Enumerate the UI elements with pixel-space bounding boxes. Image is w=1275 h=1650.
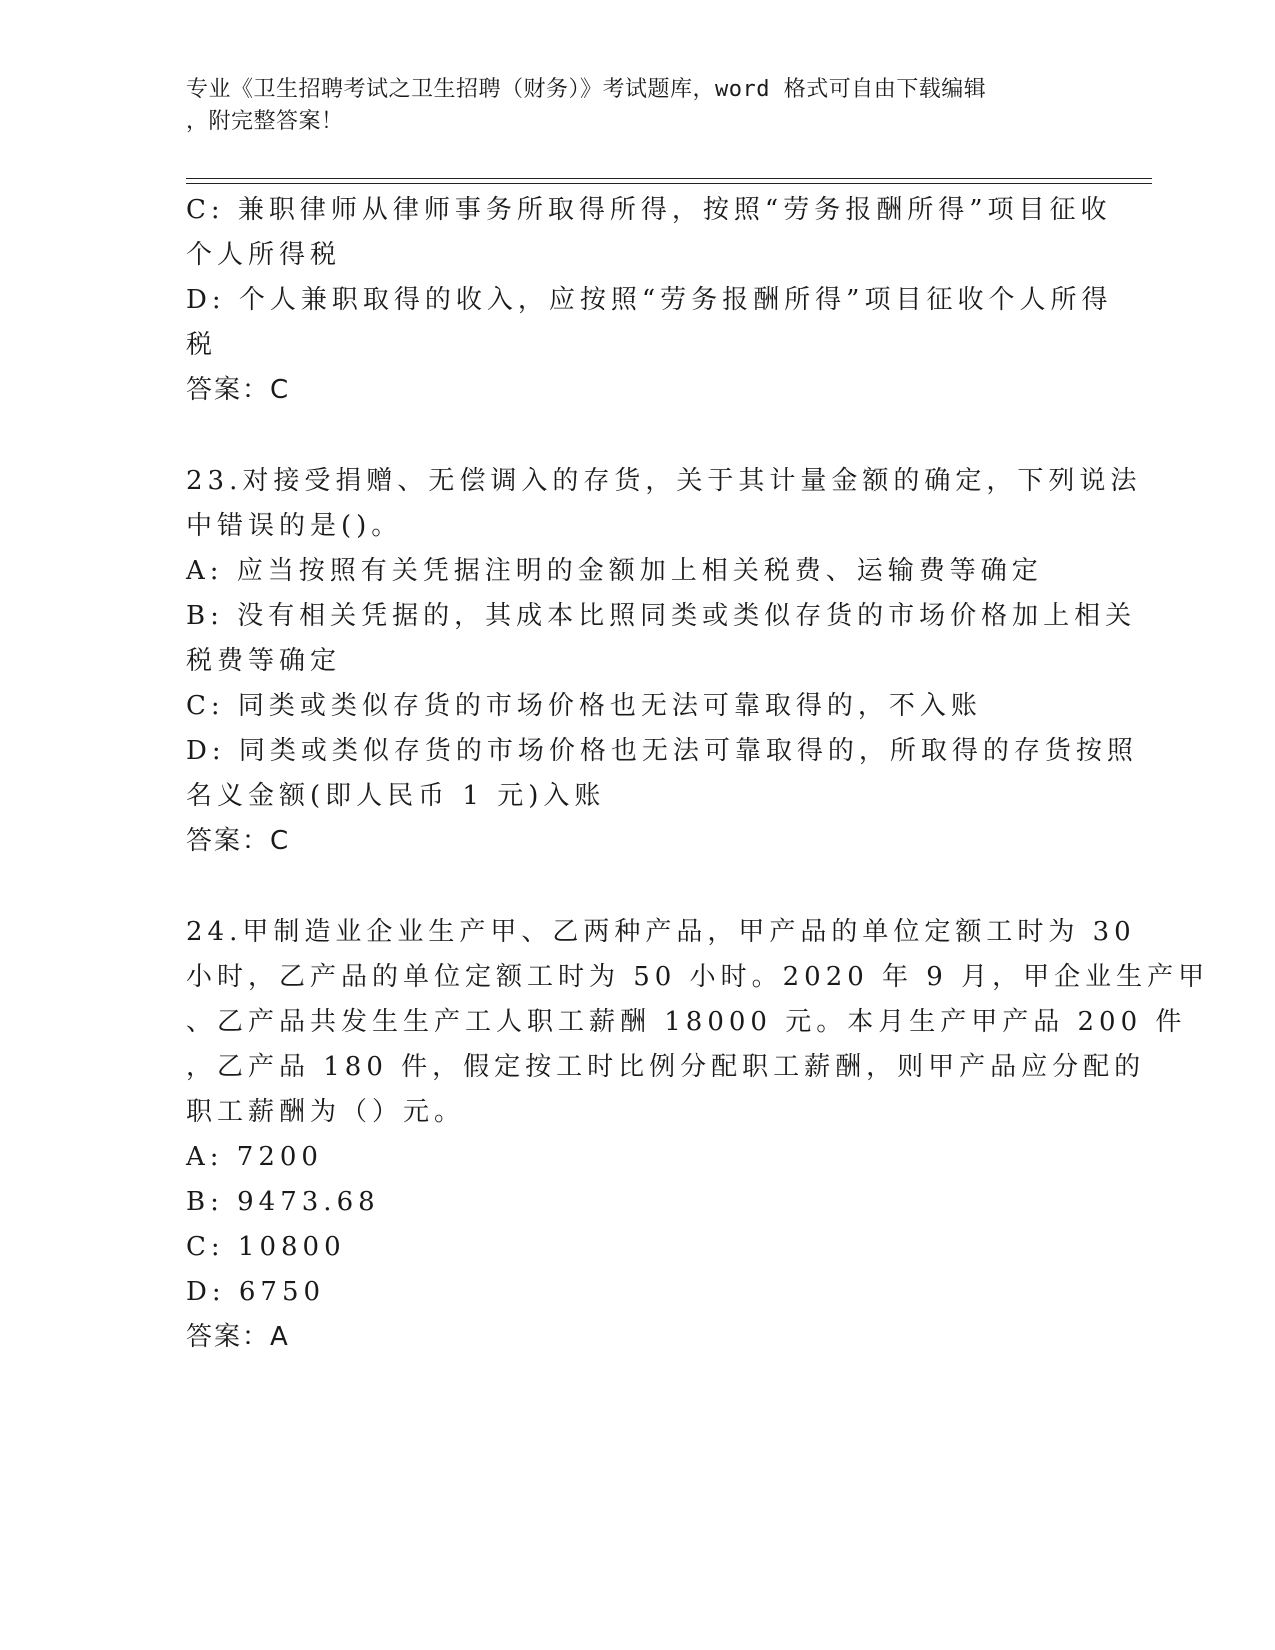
q23-option-d-line-2: 名义金额(即人民币 1 元)入账 xyxy=(186,781,606,811)
q23-option-d-line-1: D: 同类或类似存货的市场价格也无法可靠取得的，所取得的存货按照 xyxy=(186,736,1138,766)
q24-stem-line-5: 职工薪酬为（）元。 xyxy=(186,1097,466,1127)
q22-option-d-line-2: 税 xyxy=(186,330,218,360)
question-24 xyxy=(186,910,1210,1360)
q22-option-c-line-2: 个人所得税 xyxy=(186,240,342,270)
q24-stem-line-4: ，乙产品 180 件，假定按工时比例分配职工薪酬，则甲产品应分配的 xyxy=(186,1052,1146,1082)
q24-option-b: B: 9473.68 xyxy=(186,1187,380,1217)
q24-stem-line-3: 、乙产品共发生生产工人职工薪酬 18000 元。本月生产甲产品 200 件 xyxy=(186,1007,1187,1037)
q24-option-c: C: 10800 xyxy=(186,1232,346,1262)
q23-option-c: C: 同类或类似存货的市场价格也无法可靠取得的，不入账 xyxy=(186,691,982,721)
q23-option-b-line-2: 税费等确定 xyxy=(186,646,342,676)
q22-option-d-line-1: D: 个人兼职取得的收入，应按照“劳务报酬所得”项目征收个人所得 xyxy=(186,285,1113,315)
header-title-line-1: 专业《卫生招聘考试之卫生招聘（财务）》考试题库，word 格式可自由下载编辑 xyxy=(186,77,987,102)
q24-option-a: A: 7200 xyxy=(186,1142,323,1172)
q23-option-b-line-1: B: 没有相关凭据的，其成本比照同类或类似存货的市场价格加上相关 xyxy=(186,601,1137,631)
spacer xyxy=(186,413,1086,459)
question-23 xyxy=(186,459,1142,864)
q23-stem-line-2: 中错误的是()。 xyxy=(186,511,403,541)
q24-stem-line-2: 小时，乙产品的单位定额工时为 50 小时。2020 年 9 月，甲企业生产甲 xyxy=(186,962,1210,992)
q22-answer: 答案：C xyxy=(186,375,291,405)
q24-answer: 答案：A xyxy=(186,1322,290,1352)
q24-stem-line-1: 24.甲制造业企业生产甲、乙两种产品，甲产品的单位定额工时为 30 xyxy=(186,917,1136,947)
q24-option-d: D: 6750 xyxy=(186,1277,326,1307)
header-divider-bottom xyxy=(186,183,1152,184)
q23-stem-line-1: 23.对接受捐赠、无偿调入的存货，关于其计量金额的确定，下列说法 xyxy=(186,466,1142,496)
document-header xyxy=(186,74,1066,138)
document-body xyxy=(186,188,1210,1360)
q22-option-c-line-1: C: 兼职律师从律师事务所取得所得，按照“劳务报酬所得”项目征收 xyxy=(186,195,1112,225)
question-22 xyxy=(186,188,1113,413)
spacer xyxy=(186,864,1086,910)
header-title-line-2: ，附完整答案！ xyxy=(186,109,344,134)
header-divider-top xyxy=(186,178,1152,179)
q23-option-a: A: 应当按照有关凭据注明的金额加上相关税费、运输费等确定 xyxy=(186,556,1043,586)
q23-answer: 答案：C xyxy=(186,826,291,856)
